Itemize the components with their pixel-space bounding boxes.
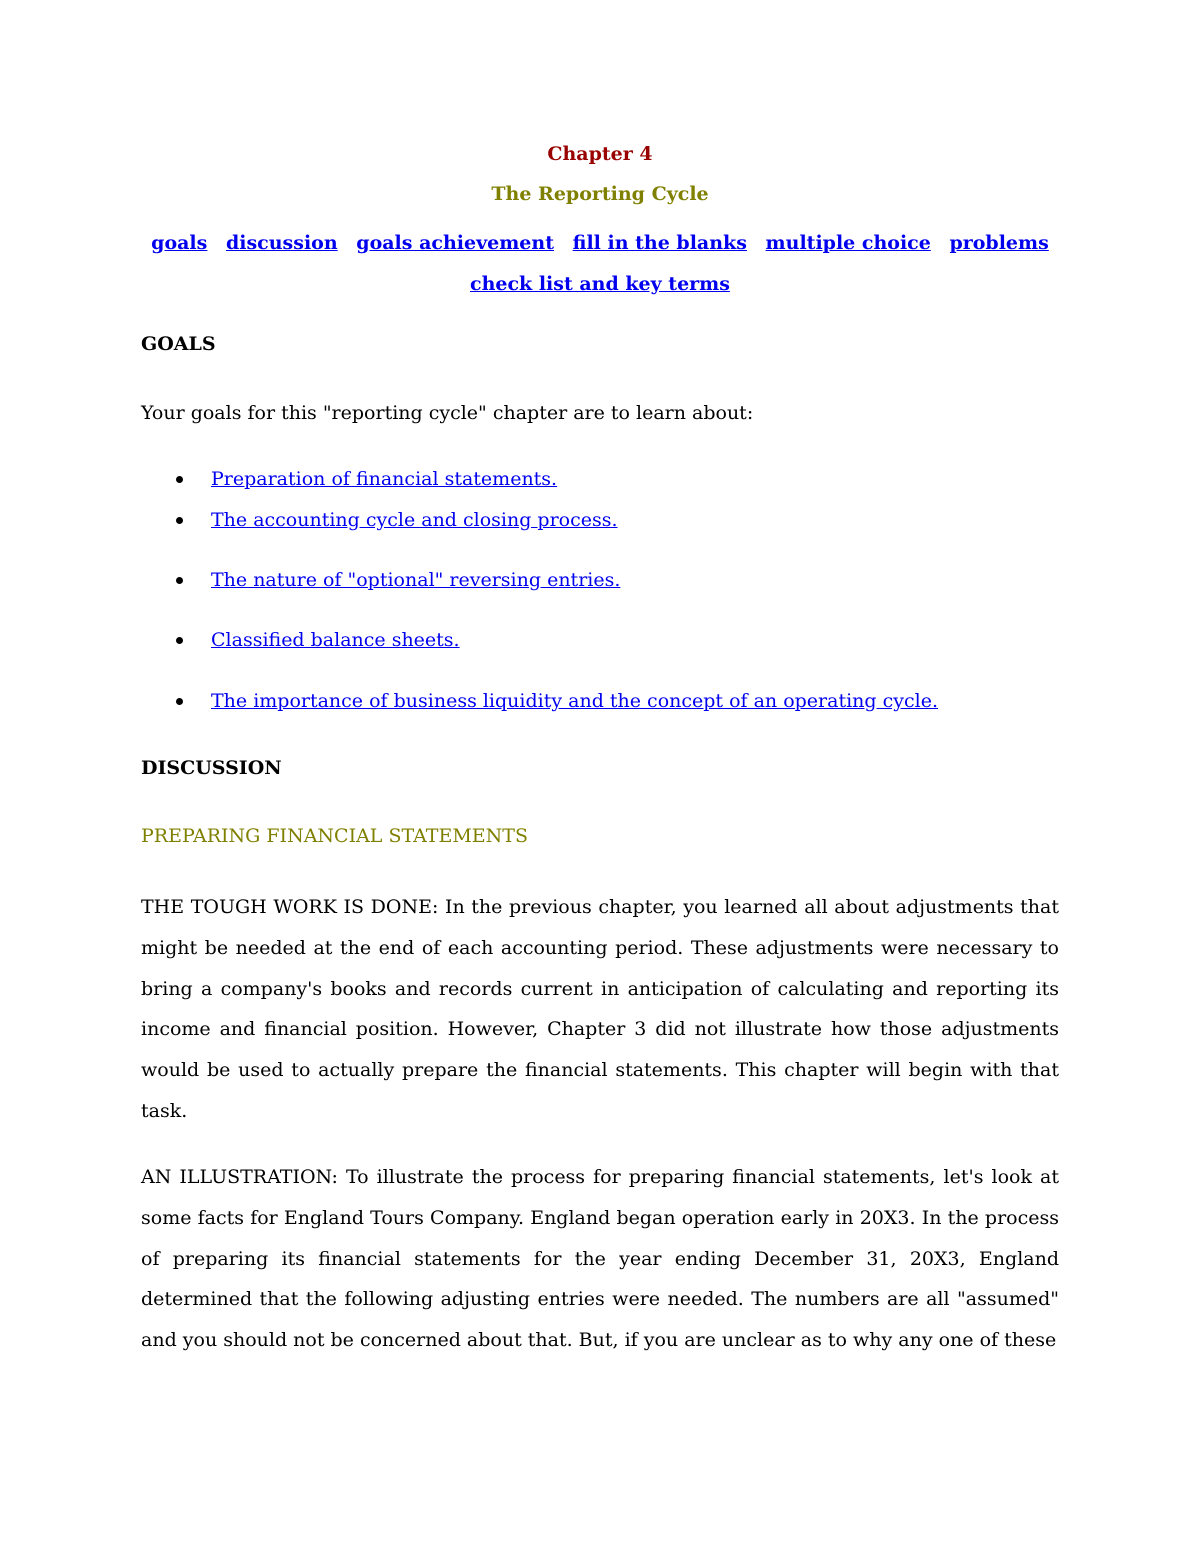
nav-link-goals[interactable]: goals [151,232,208,254]
bullet-icon [176,476,183,483]
nav-link-fill-in-the-blanks[interactable]: fill in the blanks [572,232,747,254]
goal-link[interactable]: The importance of business liquidity and the concept of an operating cycle. [211,690,938,712]
nav-link-discussion[interactable]: discussion [225,232,338,254]
chapter-title: The Reporting Cycle [491,183,709,205]
goal-item [141,509,618,531]
goal-link[interactable]: The accounting cycle and closing process. [211,509,618,531]
section-title: PREPARING FINANCIAL STATEMENTS [141,825,528,847]
bullet-icon [176,577,183,584]
nav-link-goals-achievement[interactable]: goals achievement [356,232,554,254]
goal-link[interactable]: Preparation of financial statements. [211,468,558,490]
nav-link-check-list[interactable]: check list and key terms [470,273,730,295]
goal-item [141,690,938,712]
bullet-icon [176,698,183,705]
goal-item [141,629,460,651]
nav-link-problems[interactable]: problems [949,232,1049,254]
goals-heading: GOALS [141,333,216,355]
chapter-nav [141,223,1059,305]
discussion-paragraph-1: THE TOUGH WORK IS DONE: In the previous chapter, you learned all about adjustments that might be needed at the end of each accounting period. These adjustments were necessary to bring a company's books and records current in anticipation of calculating and reporting its income and financial position. However, Chapter 3 did not illustrate how those adjustments would be used to actually prepare the financial statements. This chapter will begin with that task. [141,896,1059,1122]
chapter-label: Chapter 4 [547,143,653,165]
bullet-icon [176,637,183,644]
goals-intro: Your goals for this "reporting cycle" chapter are to learn about: [141,402,754,424]
goal-item [141,569,620,591]
goal-item [141,468,557,490]
discussion-heading: DISCUSSION [141,757,282,779]
nav-link-multiple-choice[interactable]: multiple choice [765,232,931,254]
bullet-icon [176,517,183,524]
goal-link[interactable]: The nature of "optional" reversing entries. [211,569,621,591]
goal-link[interactable]: Classified balance sheets. [211,629,460,651]
discussion-paragraph-2: AN ILLUSTRATION: To illustrate the process for preparing financial statements, let's look at some facts for England Tours Company. England began operation early in 20X3. In the process of preparing its financial statements for the year ending December 31, 20X3, England determined that the following adjusting entries were needed. The numbers are all "assumed" and you should not be concerned about that. But, if you are unclear as to why any one of these [141,1166,1059,1352]
